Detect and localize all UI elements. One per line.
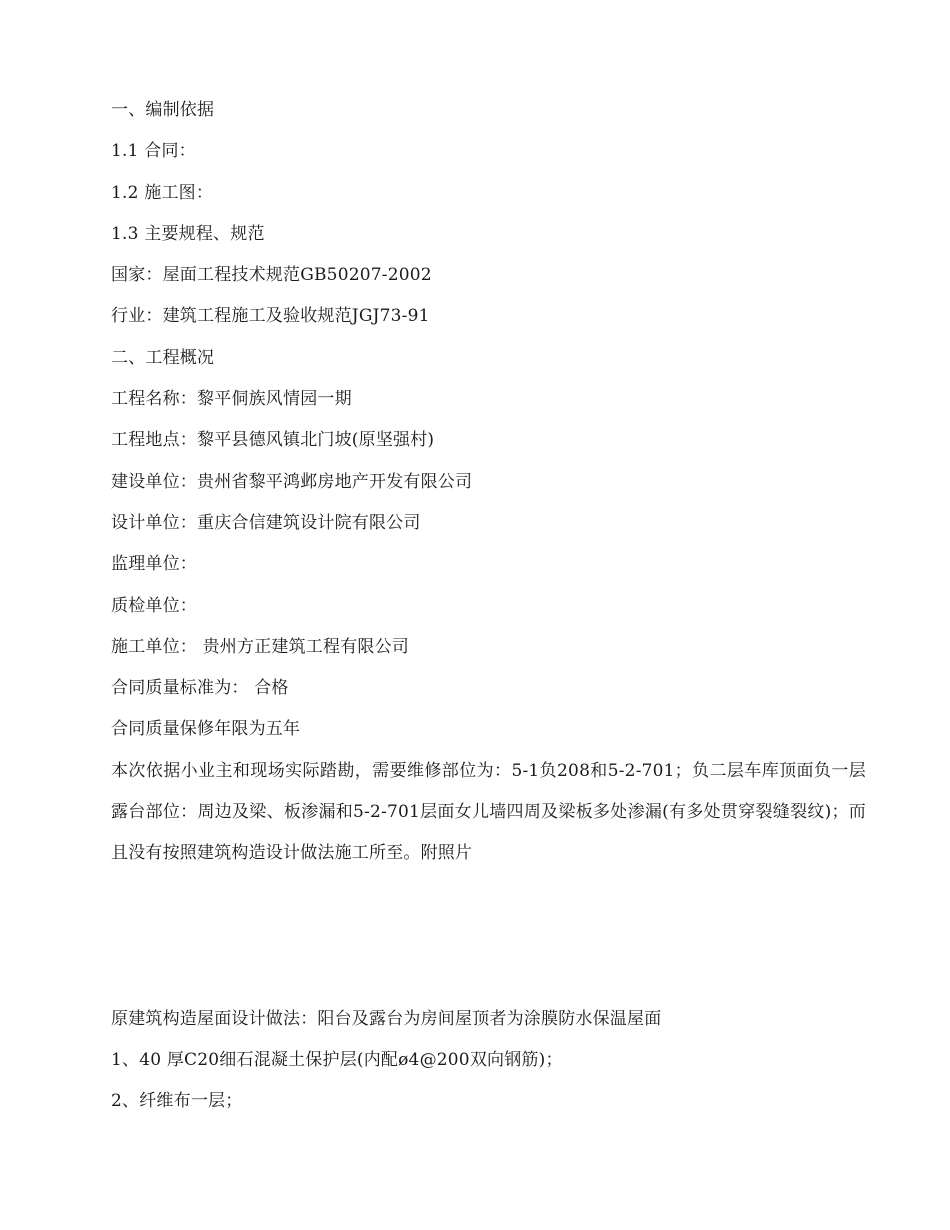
- construction-unit: 建设单位：贵州省黎平鸿邺房地产开发有限公司: [111, 471, 473, 492]
- national-standard: 国家：屋面工程技术规范GB50207-2002: [111, 265, 432, 286]
- item-regulations: 1.3 主要规程、规范: [111, 223, 265, 244]
- original-roof-design-heading: 原建筑构造屋面设计做法：阳台及露台为房间屋顶者为涂膜防水保温屋面: [111, 1008, 662, 1029]
- project-location: 工程地点：黎平县德风镇北门坡(原坚强村): [111, 430, 435, 451]
- warranty-period: 合同质量保修年限为五年: [111, 719, 301, 740]
- industry-standard: 行业：建筑工程施工及验收规范JGJ73-91: [111, 306, 430, 327]
- item-contract: 1.1 合同：: [111, 141, 196, 162]
- document-page: [111, 90, 871, 1123]
- contractor-unit: 施工单位： 贵州方正建筑工程有限公司: [111, 636, 410, 657]
- layer-1-protection: 1、40 厚C20细石混凝土保护层(内配ø4@200双向钢筋)；: [111, 1049, 563, 1070]
- item-drawings: 1.2 施工图：: [111, 182, 214, 203]
- layer-2-fiber-cloth: 2、纤维布一层；: [111, 1091, 243, 1112]
- section-heading-overview: 二、工程概况: [111, 347, 215, 368]
- repair-description-paragraph: 本次依据小业主和现场实际踏勘，需要维修部位为：5-1负208和5-2-701；负二层车库顶面负一层露台部位：周边及梁、板渗漏和5-2-701层面女儿墙四周及梁板多处渗漏(有多处贯穿裂缝裂纹)；而且没有按照建筑构造设计做法施工所至。附照片: [111, 760, 866, 864]
- project-name: 工程名称：黎平侗族风情园一期: [111, 389, 352, 410]
- supervision-unit: 监理单位：: [111, 554, 197, 575]
- photo-placeholder-gap: [111, 875, 871, 999]
- quality-standard: 合同质量标准为： 合格: [111, 678, 289, 699]
- quality-inspection-unit: 质检单位：: [111, 595, 197, 616]
- design-unit: 设计单位：重庆合信建筑设计院有限公司: [111, 512, 421, 533]
- section-heading-basis: 一、编制依据: [111, 100, 215, 120]
